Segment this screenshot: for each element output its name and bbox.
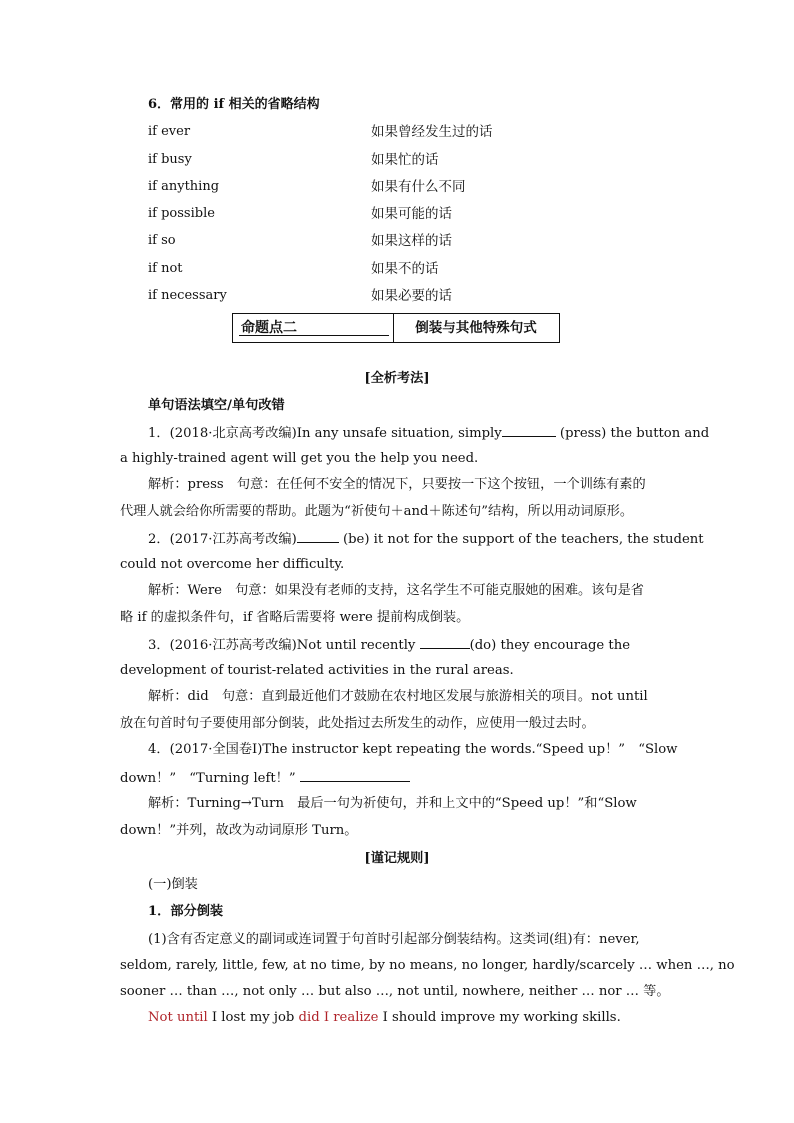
if-expression-zh: 如果必要的话 [371,288,452,304]
example-text: I lost my job [207,1010,299,1025]
example-text-tail: I should improve my working skills. [378,1010,621,1025]
if-expression-zh: 如果这样的话 [371,233,452,249]
if-expression-zh: 如果忙的话 [371,152,439,168]
rule-paragraph-line-3: sooner … than …, not only … but also …, not until, nowhere, neither … nor … 等。 [120,984,670,999]
if-expression-zh: 如果不的话 [371,261,439,277]
answer-1-line-2: 代理人就会给你所需要的帮助。此题为“祈使句＋and＋陈述句”结构，所以用动词原形。 [120,504,634,519]
topic-label: 命题点二 [241,320,297,336]
question-3-text: 3．(2016·江苏高考改编)Not until recently [148,638,416,653]
answer-blank [300,768,410,782]
question-3-line-1 [148,635,630,655]
if-expression-en: if anything [148,179,220,194]
question-1-line-2: a highly-trained agent will get you the help you need. [120,451,479,466]
answer-blank [502,423,556,437]
topic-title: 倒装与其他特殊句式 [415,320,537,336]
answer-1-line-1: 解析：press 句意：在任何不安全的情况下，只要按一下这个按钮，一个训练有素的 [148,477,646,492]
rule-paragraph-line-2: seldom, rarely, little, few, at no time, by no means, no longer, hardly/scarcely … when …, no [120,958,735,973]
if-expression-en: if ever [148,124,191,139]
analysis-heading: [全析考法] [364,371,430,386]
question-2-text: 2．(2017·江苏高考改编) [148,532,297,547]
question-4-text: down！” “Turning left！” [120,771,296,786]
question-4-line-1: 4．(2017·全国卷Ⅰ)The instructor kept repeating the words.“Speed up！” “Slow [148,742,678,757]
if-expression-en: if possible [148,206,215,221]
answer-4-line-1: 解析：Turning→Turn 最后一句为祈使句，并和上文中的“Speed up！”和“Slow [148,796,637,811]
analysis-subheading: 单句语法填空/单句改错 [148,398,285,413]
section-6-title: 6．常用的 if 相关的省略结构 [148,97,320,112]
answer-2-line-1: 解析：Were 句意：如果没有老师的支持，这名学生不可能克服她的困难。该句是省 [148,583,644,598]
topic-heading-box [232,313,560,343]
if-expression-en: if not [148,261,183,276]
if-expression-zh: 如果可能的话 [371,206,452,222]
rules-heading: [谨记规则] [364,851,430,866]
answer-2-line-2: 略 if 的虚拟条件句，if 省略后需要将 were 提前构成倒装。 [120,610,470,625]
question-3-line-2: development of tourist-related activities in the rural areas. [120,663,514,678]
highlight-not-until: Not until [148,1010,208,1025]
question-1-text-tail: (press) the button and [559,426,710,441]
answer-3-line-1: 解析：did 句意：直到最近他们才鼓励在农村地区发展与旅游相关的项目。not until [148,689,648,704]
rules-part-1: (一)倒装 [148,877,198,892]
question-4-line-2 [120,768,410,788]
answer-3-line-2: 放在句首时句子要使用部分倒装，此处指过去所发生的动作，应使用一般过去时。 [120,716,595,731]
if-expression-en: if necessary [148,288,227,303]
question-2-line-1 [148,529,704,549]
question-3-text-tail: (do) they encourage the [469,638,631,653]
question-2-text-tail: (be) it not for the support of the teachers, the student [342,532,704,547]
topic-label-underline [239,335,389,336]
if-expression-en: if busy [148,152,192,167]
example-sentence [148,1009,621,1027]
question-1-text: 1．(2018·北京高考改编)In any unsafe situation, simply [148,426,502,441]
question-1-line-1 [148,423,709,443]
rule-paragraph-line-1: (1)含有否定意义的副词或连词置于句首时引起部分倒装结构。这类词(组)有：never, [148,932,640,947]
rules-subsection-1: 1．部分倒装 [148,904,224,919]
highlight-did-i-realize: did I realize [298,1010,379,1025]
answer-4-line-2: down！”并列，故改为动词原形 Turn。 [120,823,358,838]
answer-blank [297,529,339,543]
topic-label-cell [233,314,393,342]
answer-blank [420,635,470,649]
if-expression-en: if so [148,233,176,248]
if-expression-zh: 如果曾经发生过的话 [371,124,493,140]
if-expression-zh: 如果有什么不同 [371,179,466,195]
question-2-line-2: could not overcome her difficulty. [120,557,345,572]
